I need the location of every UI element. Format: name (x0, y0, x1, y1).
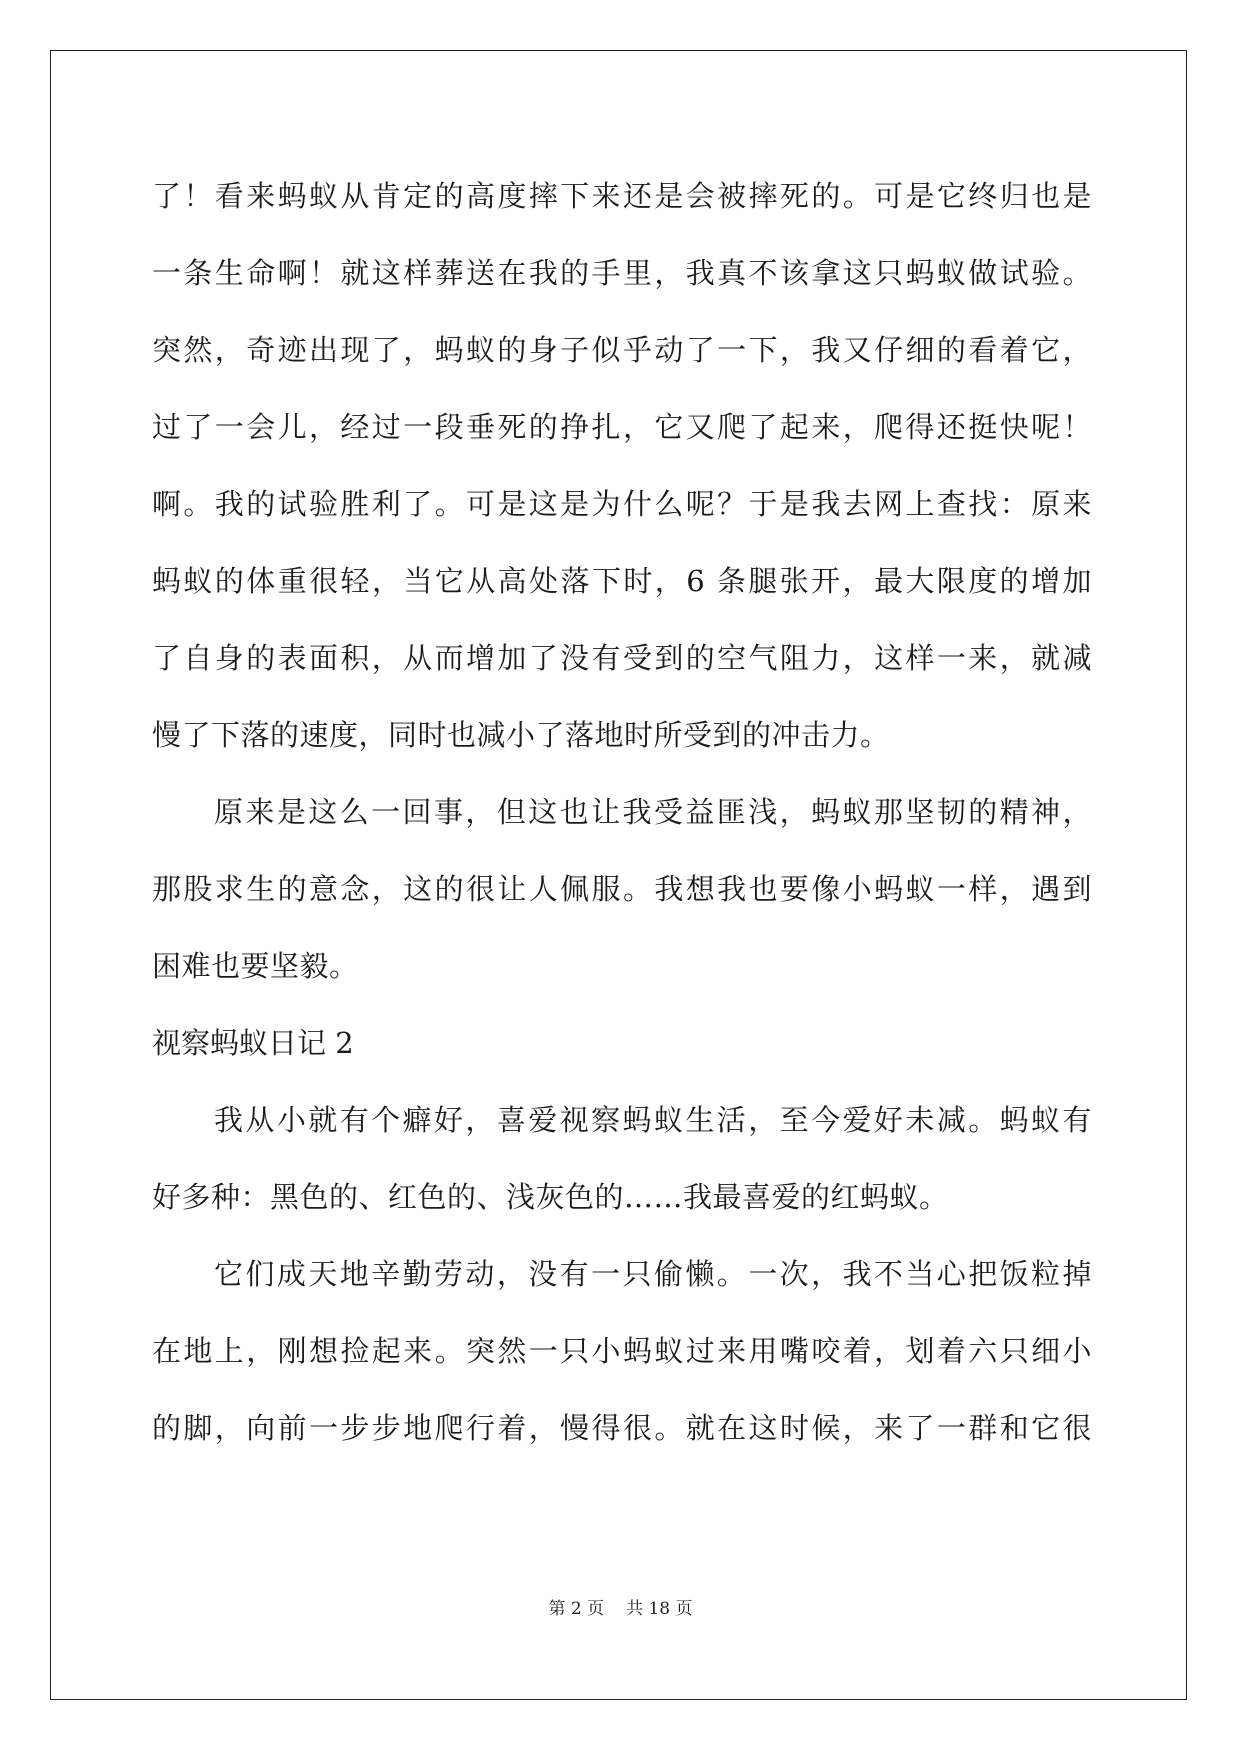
paragraph (152, 158, 1092, 774)
text-line: 蚂蚁的体重很轻，当它从高处落下时，6 条腿张开，最大限度的增加 (152, 564, 1092, 598)
text-line: 了自身的表面积，从而增加了没有受到的空气阻力，这样一来，就减 (152, 641, 1092, 675)
page-number: 第 2 页 (548, 1599, 605, 1619)
text-line: 我从小就有个癖好，喜爱视察蚂蚁生活，至今爱好未减。蚂蚁有 (214, 1103, 1092, 1137)
document-body (152, 158, 1092, 1467)
text-line: 了！看来蚂蚁从肯定的高度摔下来还是会被摔死的。可是它终归也是 (152, 179, 1092, 213)
text-line: 过了一会儿，经过一段垂死的挣扎，它又爬了起来，爬得还挺快呢！ (152, 410, 1092, 444)
text-line: 那股求生的意念，这的很让人佩服。我想我也要像小蚂蚁一样，遇到 (152, 872, 1092, 906)
text-line: 突然，奇迹出现了，蚂蚁的身子似乎动了一下，我又仔细的看着它， (152, 333, 1092, 367)
text-line: 啊。我的试验胜利了。可是这是为什么呢？于是我去网上查找：原来 (152, 487, 1092, 521)
paragraph (152, 774, 1092, 1005)
text-line: 它们成天地辛勤劳动，没有一只偷懒。一次，我不当心把饭粒掉 (214, 1257, 1092, 1291)
text-line: 一条生命啊！就这样葬送在我的手里，我真不该拿这只蚂蚁做试验。 (152, 256, 1092, 290)
page-footer (0, 1594, 1241, 1619)
page-total: 共 18 页 (626, 1599, 693, 1619)
text-line: 原来是这么一回事，但这也让我受益匪浅，蚂蚁那坚韧的精神， (214, 795, 1092, 829)
text-line: 的脚，向前一步步地爬行着，慢得很。就在这时候，来了一群和它很 (152, 1411, 1092, 1445)
text-line: 慢了下落的速度，同时也减小了落地时所受到的冲击力。 (152, 718, 890, 752)
paragraph (152, 1236, 1092, 1467)
section-heading: 视察蚂蚁日记 2 (152, 1026, 354, 1060)
text-line: 困难也要坚毅。 (152, 949, 359, 983)
paragraph (152, 1082, 1092, 1236)
text-line: 好多种：黑色的、红色的、浅灰色的……我最喜爱的红蚂蚁。 (152, 1180, 949, 1214)
text-line: 在地上，刚想捡起来。突然一只小蚂蚁过来用嘴咬着，划着六只细小 (152, 1334, 1092, 1368)
